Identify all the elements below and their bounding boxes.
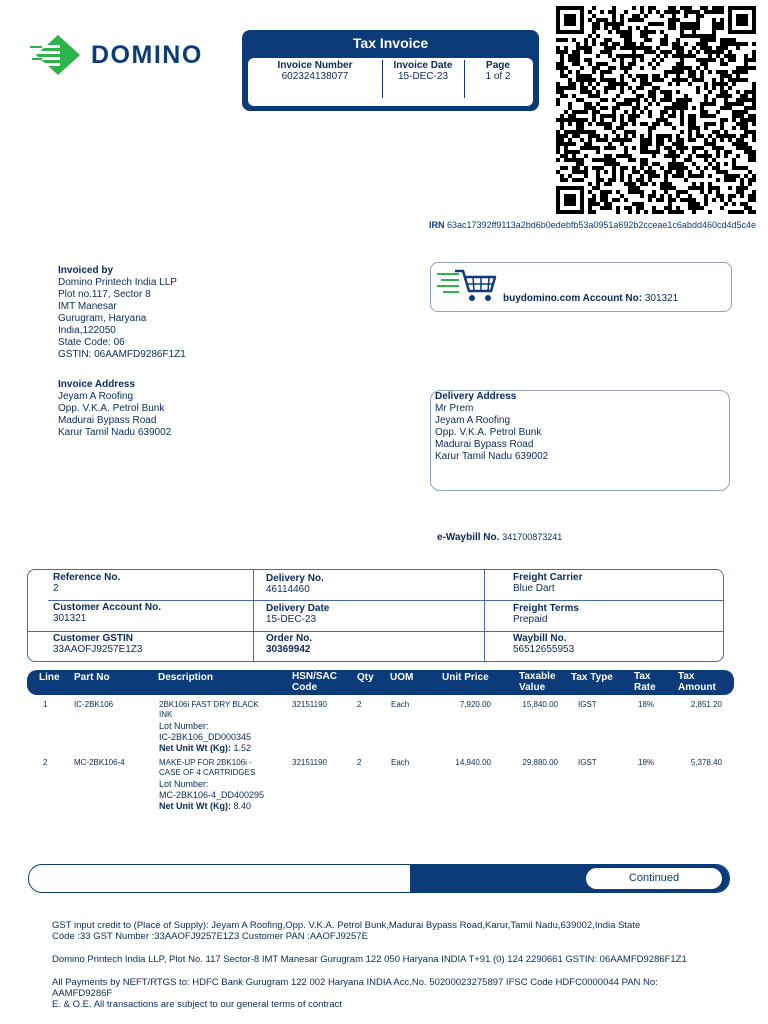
waybill-no: 56512655953 bbox=[513, 644, 575, 655]
tax-invoice-box bbox=[242, 30, 539, 111]
col-line: Line bbox=[39, 672, 60, 683]
col-tax-type: Tax Type bbox=[571, 672, 613, 683]
description-line: INK bbox=[159, 710, 173, 719]
lot-number: MC-2BK106-4_DD400295 bbox=[159, 790, 265, 800]
col-hsn bbox=[292, 671, 337, 693]
tax-invoice-title: Tax Invoice bbox=[352, 35, 429, 51]
row-tax-rate: 18% bbox=[638, 700, 655, 709]
delivery-date: 15-DEC-23 bbox=[266, 614, 317, 625]
customer-gstin-cell bbox=[53, 633, 143, 655]
freight-carrier: Blue Dart bbox=[513, 583, 555, 594]
delivery-address-heading: Delivery Address bbox=[435, 391, 517, 402]
shopping-cart-icon bbox=[437, 267, 499, 303]
ewaybill-number: 341700873241 bbox=[502, 532, 563, 542]
net-weight bbox=[159, 801, 264, 812]
invoiced-by-heading: Invoiced by bbox=[58, 265, 114, 276]
freight-terms: Prepaid bbox=[513, 614, 548, 625]
row-unit-price: 7,920.00 bbox=[459, 700, 491, 709]
payment-details bbox=[52, 977, 742, 1010]
row-lot bbox=[159, 721, 251, 754]
address-line: GSTIN: 06AAMFD9286F1Z1 bbox=[58, 349, 186, 360]
delivery-no-cell bbox=[266, 573, 324, 595]
divider bbox=[382, 60, 383, 98]
invoice-number-cell bbox=[252, 58, 378, 98]
address-line: Gurugram, Haryana bbox=[58, 313, 147, 324]
freight-terms-cell bbox=[513, 603, 579, 625]
description-line: CASE OF 4 CARTRIDGES bbox=[159, 768, 256, 777]
payment-line: All Payments by NEFT/RTGS to: HDFC Bank Gurugram 122 002 Haryana INDIA Acc.No. 50200023275897 IFSC Code HDFC0000044 PAN No: bbox=[52, 977, 658, 988]
delivery-no: 46114460 bbox=[266, 584, 310, 595]
continued-bar bbox=[28, 864, 730, 893]
account-number: 301321 bbox=[644, 293, 679, 304]
brand-name: DOMINO bbox=[91, 41, 203, 69]
col-part-no: Part No bbox=[74, 672, 110, 683]
net-weight-label: Net Unit Wt (Kg): bbox=[159, 801, 231, 811]
page-number: 1 of 2 bbox=[485, 71, 511, 82]
lot-label: Lot Number: bbox=[159, 721, 209, 731]
terms-line: E. & O.E. All transactions are subject to our general terms of contract bbox=[52, 999, 342, 1010]
irn-value: 63ac17392ff9113a2bd6b0edebfb53a0951a692b2cceae1c6abdd460cd4d5c4e bbox=[447, 220, 756, 230]
account-line bbox=[503, 293, 678, 304]
domino-logo bbox=[28, 33, 228, 77]
continued-label: Continued bbox=[586, 868, 722, 889]
invoice-address-block bbox=[58, 379, 171, 439]
col-hsn-line1: HSN/SAC bbox=[292, 671, 338, 682]
delivery-date-cell bbox=[266, 603, 329, 625]
address-line: Opp. V.K.A. Petrol Bunk bbox=[58, 403, 165, 414]
page-cell bbox=[466, 58, 530, 98]
row-line: 1 bbox=[43, 700, 48, 709]
row-part-no: IC-2BK106 bbox=[74, 700, 114, 709]
reference-grid bbox=[27, 569, 724, 662]
address-line: India,122050 bbox=[58, 325, 116, 336]
row-lot bbox=[159, 779, 264, 812]
page-label: Page bbox=[486, 60, 510, 71]
invoice-date: 15-DEC-23 bbox=[397, 71, 449, 82]
invoice-number: 602324138077 bbox=[281, 71, 349, 82]
delivery-date-label: Delivery Date bbox=[266, 603, 330, 614]
address-line: Madurai Bypass Road bbox=[435, 439, 534, 450]
address-line: Madurai Bypass Road bbox=[58, 415, 157, 426]
order-no: 30369942 bbox=[266, 644, 311, 655]
col-hsn-line2: Code bbox=[292, 682, 317, 693]
address-line: Karur Tamil Nadu 639002 bbox=[435, 451, 549, 462]
logo-mark-icon bbox=[28, 33, 88, 77]
net-weight bbox=[159, 743, 251, 754]
row-uom: Each bbox=[391, 758, 410, 767]
row-tax-type: IGST bbox=[578, 758, 597, 767]
invoice-date-cell bbox=[384, 58, 462, 98]
divider bbox=[253, 570, 254, 661]
customer-account-cell bbox=[53, 602, 161, 624]
address-line: Domino Printech India LLP bbox=[58, 277, 177, 288]
description-line: 2BK106i FAST DRY BLACK bbox=[159, 700, 259, 709]
address-line: Mr Prem bbox=[435, 403, 474, 414]
reference-no: 2 bbox=[53, 583, 59, 594]
customer-account-label: Customer Account No. bbox=[53, 602, 161, 613]
col-uom: UOM bbox=[390, 672, 414, 683]
waybill-no-cell bbox=[513, 633, 574, 655]
order-no-cell bbox=[266, 633, 312, 655]
invoice-address-heading: Invoice Address bbox=[58, 379, 135, 390]
freight-carrier-cell bbox=[513, 572, 582, 594]
row-hsn: 32151190 bbox=[292, 758, 327, 767]
divider bbox=[253, 600, 723, 601]
row-line: 2 bbox=[43, 758, 48, 767]
delivery-address-block bbox=[435, 391, 548, 463]
net-weight-value: 1.52 bbox=[233, 743, 252, 753]
lot-number: IC-2BK106_DD000345 bbox=[159, 732, 252, 742]
reference-no-label: Reference No. bbox=[53, 572, 121, 583]
col-taxable bbox=[519, 671, 556, 693]
row-taxable-value: 15,840.00 bbox=[522, 700, 558, 709]
row-description bbox=[159, 700, 284, 720]
description-line: MAKE-UP FOR 2BK106i - bbox=[159, 758, 252, 767]
delivery-no-label: Delivery No. bbox=[266, 573, 324, 584]
col-tax-amount-line1: Tax bbox=[678, 671, 695, 682]
col-taxable-line2: Value bbox=[519, 682, 546, 693]
line-items-header bbox=[27, 670, 734, 695]
address-line: Plot no.117, Sector 8 bbox=[58, 289, 151, 300]
net-weight-label: Net Unit Wt (Kg): bbox=[159, 743, 231, 753]
gst-note bbox=[52, 920, 742, 942]
col-tax-rate bbox=[634, 671, 656, 693]
row-tax-amount: 5,378.40 bbox=[690, 758, 722, 767]
row-tax-type: IGST bbox=[578, 700, 597, 709]
col-qty: Qty bbox=[357, 672, 374, 683]
irn-label: IRN bbox=[429, 220, 445, 230]
row-qty: 2 bbox=[357, 700, 362, 709]
tax-invoice-details bbox=[248, 58, 533, 106]
irn-line bbox=[429, 220, 756, 230]
address-line: Karur Tamil Nadu 639002 bbox=[58, 427, 172, 438]
lot-label: Lot Number: bbox=[159, 779, 209, 789]
customer-gstin-label: Customer GSTIN bbox=[53, 633, 134, 644]
col-description: Description bbox=[158, 672, 214, 683]
account-label: buydomino.com Account No: bbox=[503, 293, 643, 304]
col-tax-rate-line2: Rate bbox=[634, 682, 656, 693]
waybill-no-label: Waybill No. bbox=[513, 633, 567, 644]
invoiced-by-block bbox=[58, 265, 186, 361]
address-line: Jeyam A Roofing bbox=[435, 415, 511, 426]
payment-line: AAMFD9286F bbox=[52, 988, 113, 999]
row-tax-rate: 18% bbox=[638, 758, 655, 767]
qr-code-icon bbox=[556, 6, 756, 214]
address-line: Jeyam A Roofing bbox=[58, 391, 134, 402]
gst-note-line: Code :33 GST Number :33AAOFJ9257E1Z3 Customer PAN :AAOFJ9257E bbox=[52, 931, 368, 942]
row-qty: 2 bbox=[357, 758, 362, 767]
customer-gstin: 33AAOFJ9257E1Z3 bbox=[53, 644, 143, 655]
row-uom: Each bbox=[391, 700, 410, 709]
divider bbox=[48, 600, 253, 601]
invoice-number-label: Invoice Number bbox=[277, 60, 353, 71]
ewaybill-line bbox=[437, 532, 562, 543]
col-tax-rate-line1: Tax bbox=[634, 671, 651, 682]
account-box bbox=[430, 262, 732, 312]
order-no-label: Order No. bbox=[266, 633, 313, 644]
company-details: Domino Printech India LLP, Plot No. 117 Sector-8 IMT Manesar Gurugram 122 050 Haryana INDIA T+91 (0) 124 2290661 GSTIN: 06AAMFD9286F1Z1 bbox=[52, 954, 687, 965]
col-tax-amount bbox=[678, 671, 716, 693]
ewaybill-label: e-Waybill No. bbox=[437, 532, 500, 543]
row-taxable-value: 29,880.00 bbox=[522, 758, 558, 767]
divider bbox=[464, 60, 465, 98]
col-taxable-line1: Taxable bbox=[519, 671, 556, 682]
col-unit-price: Unit Price bbox=[442, 672, 489, 683]
divider bbox=[484, 570, 485, 661]
row-description bbox=[159, 758, 284, 778]
row-tax-amount: 2,851.20 bbox=[690, 700, 722, 709]
gst-note-line: GST input credit to (Place of Supply): Jeyam A Roofing,Opp. V.K.A. Petrol Bunk,Madurai Bypass Road,Karur,Tamil Nadu,639002,India State bbox=[52, 920, 641, 931]
customer-account: 301321 bbox=[53, 613, 87, 624]
row-unit-price: 14,940.00 bbox=[455, 758, 491, 767]
net-weight-value: 8.40 bbox=[233, 801, 252, 811]
address-line: IMT Manesar bbox=[58, 301, 117, 312]
row-part-no: MC-2BK106-4 bbox=[74, 758, 125, 767]
address-line: State Code: 06 bbox=[58, 337, 125, 348]
col-tax-amount-line2: Amount bbox=[678, 682, 716, 693]
address-line: Opp. V.K.A. Petrol Bunk bbox=[435, 427, 542, 438]
divider bbox=[28, 631, 723, 632]
reference-no-cell bbox=[53, 572, 120, 594]
freight-terms-label: Freight Terms bbox=[513, 603, 579, 614]
row-hsn: 32151190 bbox=[292, 700, 327, 709]
invoice-date-label: Invoice Date bbox=[393, 60, 453, 71]
freight-carrier-label: Freight Carrier bbox=[513, 572, 583, 583]
